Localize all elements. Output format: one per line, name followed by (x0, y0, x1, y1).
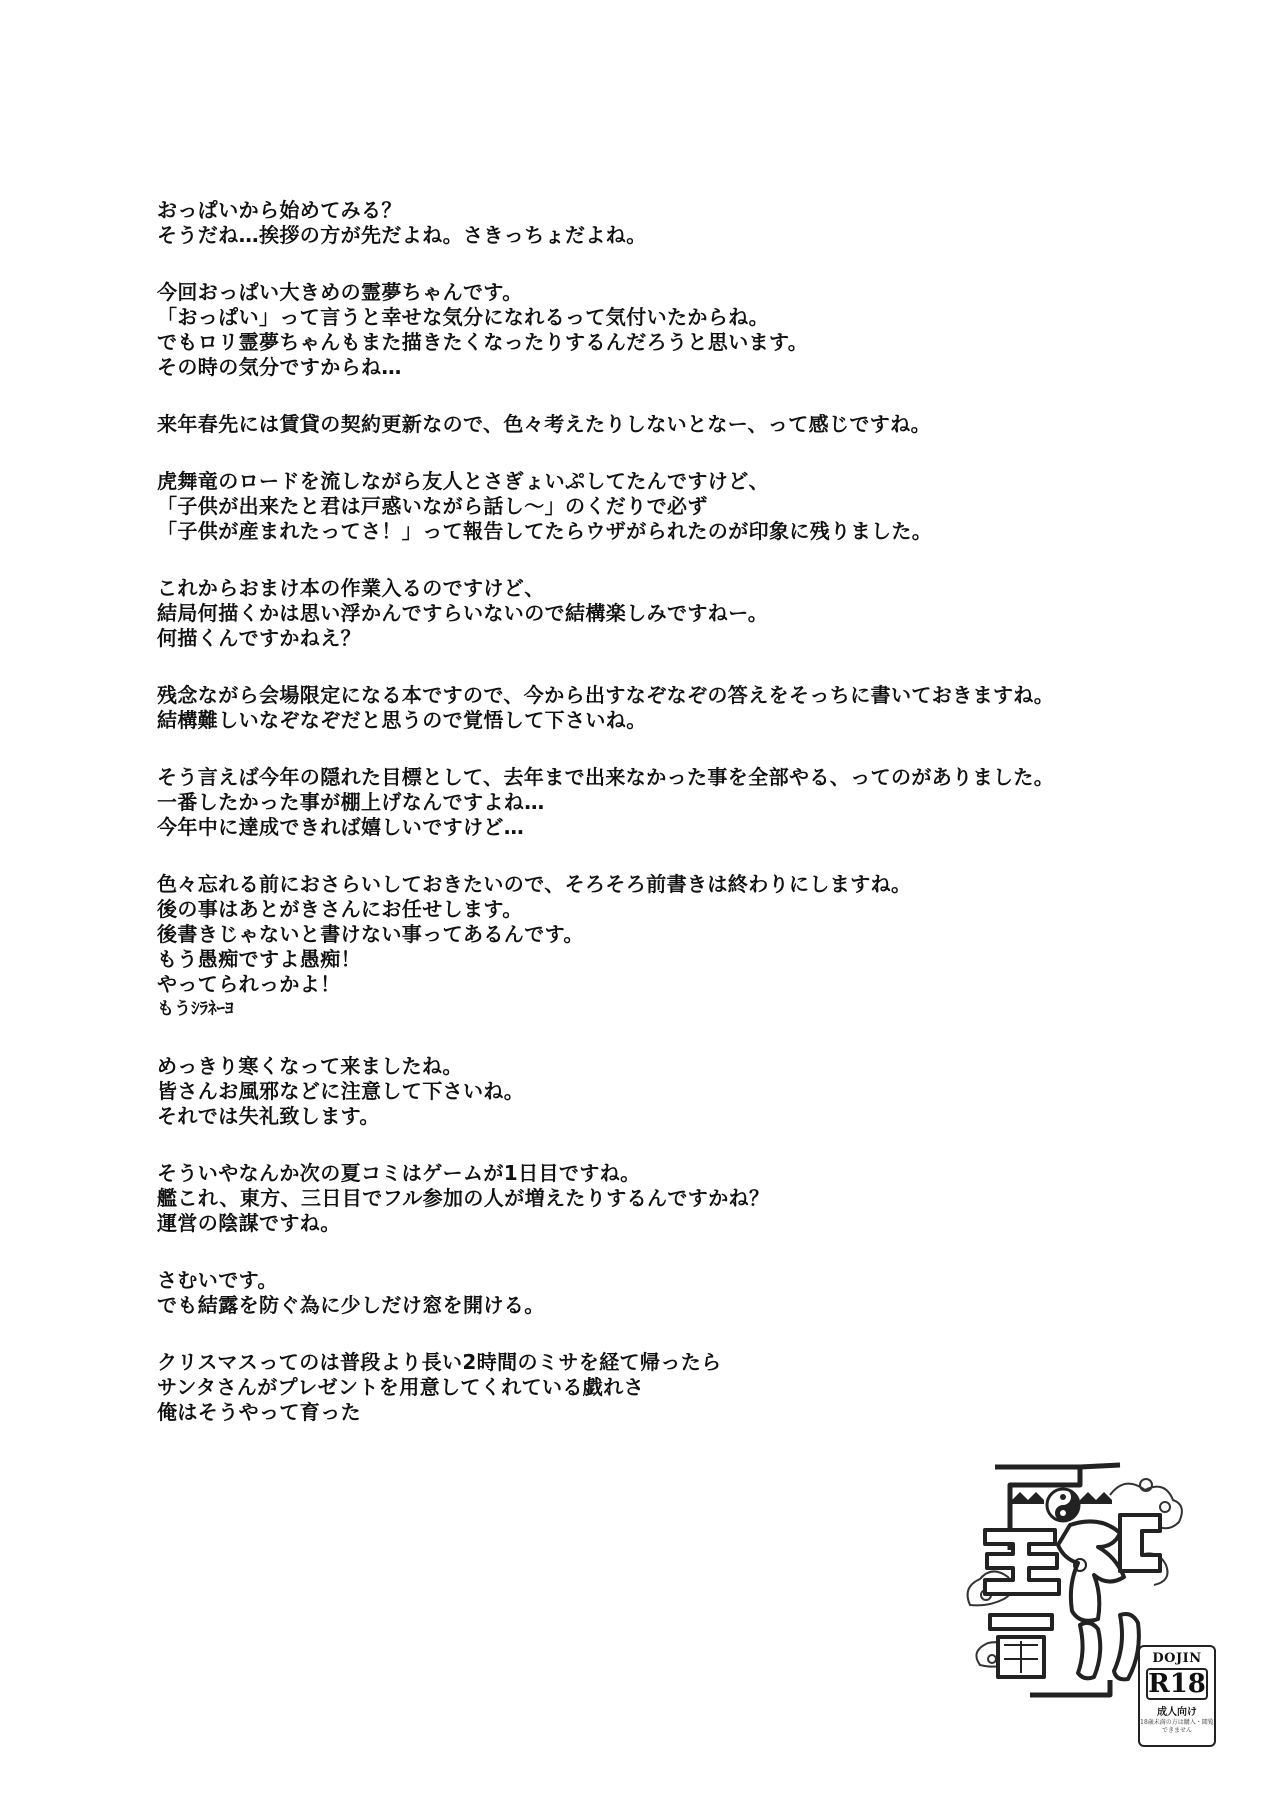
text-line: めっきり寒くなって来ましたね。 (157, 1054, 463, 1078)
text-line: 俺はそうやって育った (157, 1400, 361, 1424)
paragraph-10 (157, 1161, 1157, 1236)
text-line: サンタさんがプレゼントを用意してくれている戯れさ (157, 1375, 644, 1399)
text-line: そういやなんか次の夏コミはゲームが1日目ですね。 (157, 1161, 641, 1185)
text-line: 「子供が出来たと君は戸惑いながら話し～」のくだりで必ず (157, 494, 708, 518)
text-line: これからおまけ本の作業入るのですけど、 (157, 576, 545, 600)
text-line: 皆さんお風邪などに注意して下さいね。 (157, 1079, 525, 1103)
text-line: 残念ながら会場限定になる本ですので、今から出すなぞなぞの答えをそっちに書いておきますね。 (157, 683, 1055, 707)
text-line: 運営の陰謀ですね。 (157, 1211, 341, 1235)
r18-badge (1138, 1645, 1216, 1747)
text-line: もう愚痴ですよ愚痴！ (157, 947, 361, 971)
badge-top-label: DOJIN (1152, 1651, 1202, 1666)
text-line: やってられっかよ！ (157, 972, 341, 996)
text-line: 色々忘れる前におさらいしておきたいので、そろそろ前書きは終わりにしますね。 (157, 872, 912, 896)
paragraph-11 (157, 1268, 1157, 1318)
text-line: 艦これ、東方、三日目でフル参加の人が増えたりするんですかね？ (157, 1186, 770, 1210)
paragraph-2 (157, 280, 1157, 380)
paragraph-8 (157, 872, 1157, 1022)
text-line: 後書きじゃないと書けない事ってあるんです。 (157, 922, 584, 946)
yin-yang-icon (1047, 1489, 1079, 1521)
text-line: 今年中に達成できれば嬉しいですけど… (157, 815, 525, 839)
text-line: もうｼﾗﾈｰﾖ (157, 999, 234, 1019)
paragraph-5 (157, 576, 1157, 651)
text-line: おっぱいから始めてみる？ (157, 198, 402, 222)
badge-rating: R18 (1146, 1668, 1208, 1700)
badge-note: 18歳未満の方は購入・閲覧できません (1140, 1719, 1214, 1734)
text-line: 来年春先には賃貸の契約更新なので、色々考えたりしないとなー、って感じですね。 (157, 412, 931, 436)
text-line: 「子供が産まれたってさ！」って報告してたらウザがられたのが印象に残りました。 (157, 519, 933, 543)
text-line: 何描くんですかねえ？ (157, 626, 361, 650)
text-line: その時の気分ですからね… (157, 355, 402, 379)
text-line: 後の事はあとがきさんにお任せします。 (157, 897, 523, 921)
paragraph-3 (157, 412, 1157, 437)
text-line: そうだね…挨拶の方が先だよね。さきっちょだよね。 (157, 223, 647, 247)
text-line: 結構難しいなぞなぞだと思うので覚悟して下さいね。 (157, 708, 647, 732)
paragraph-6 (157, 683, 1157, 733)
text-line: でもロリ霊夢ちゃんもまた描きたくなったりするんだろうと思います。 (157, 330, 809, 354)
text-line: 今回おっぱい大きめの霊夢ちゃんです。 (157, 280, 523, 304)
text-line: クリスマスってのは普段より長い2時間のミサを経て帰ったら (157, 1350, 722, 1374)
text-line: 「おっぱい」って言うと幸せな気分になれるって気付いたからね。 (157, 305, 769, 329)
afterword-text (157, 198, 1157, 1457)
text-line: それでは失礼致します。 (157, 1104, 380, 1128)
text-line: でも結露を防ぐ為に少しだけ窓を開ける。 (157, 1293, 545, 1317)
paragraph-9 (157, 1054, 1157, 1129)
paragraph-7 (157, 765, 1157, 840)
paragraph-12 (157, 1350, 1157, 1425)
text-line: 虎舞竜のロードを流しながら友人とさぎょいぷしてたんですけど、 (157, 469, 769, 493)
text-line: さむいです。 (157, 1268, 278, 1292)
text-line: 一番したかった事が棚上げなんですよね… (157, 790, 545, 814)
paragraph-4 (157, 469, 1157, 544)
badge-sub-label: 成人向け (1157, 1707, 1197, 1718)
text-line: 結局何描くかは思い浮かんですらいないので結構楽しみですねー。 (157, 601, 769, 625)
paragraph-1 (157, 198, 1157, 248)
text-line: そう言えば今年の隠れた目標として、去年まで出来なかった事を全部やる、ってのがありました。 (157, 765, 1055, 789)
